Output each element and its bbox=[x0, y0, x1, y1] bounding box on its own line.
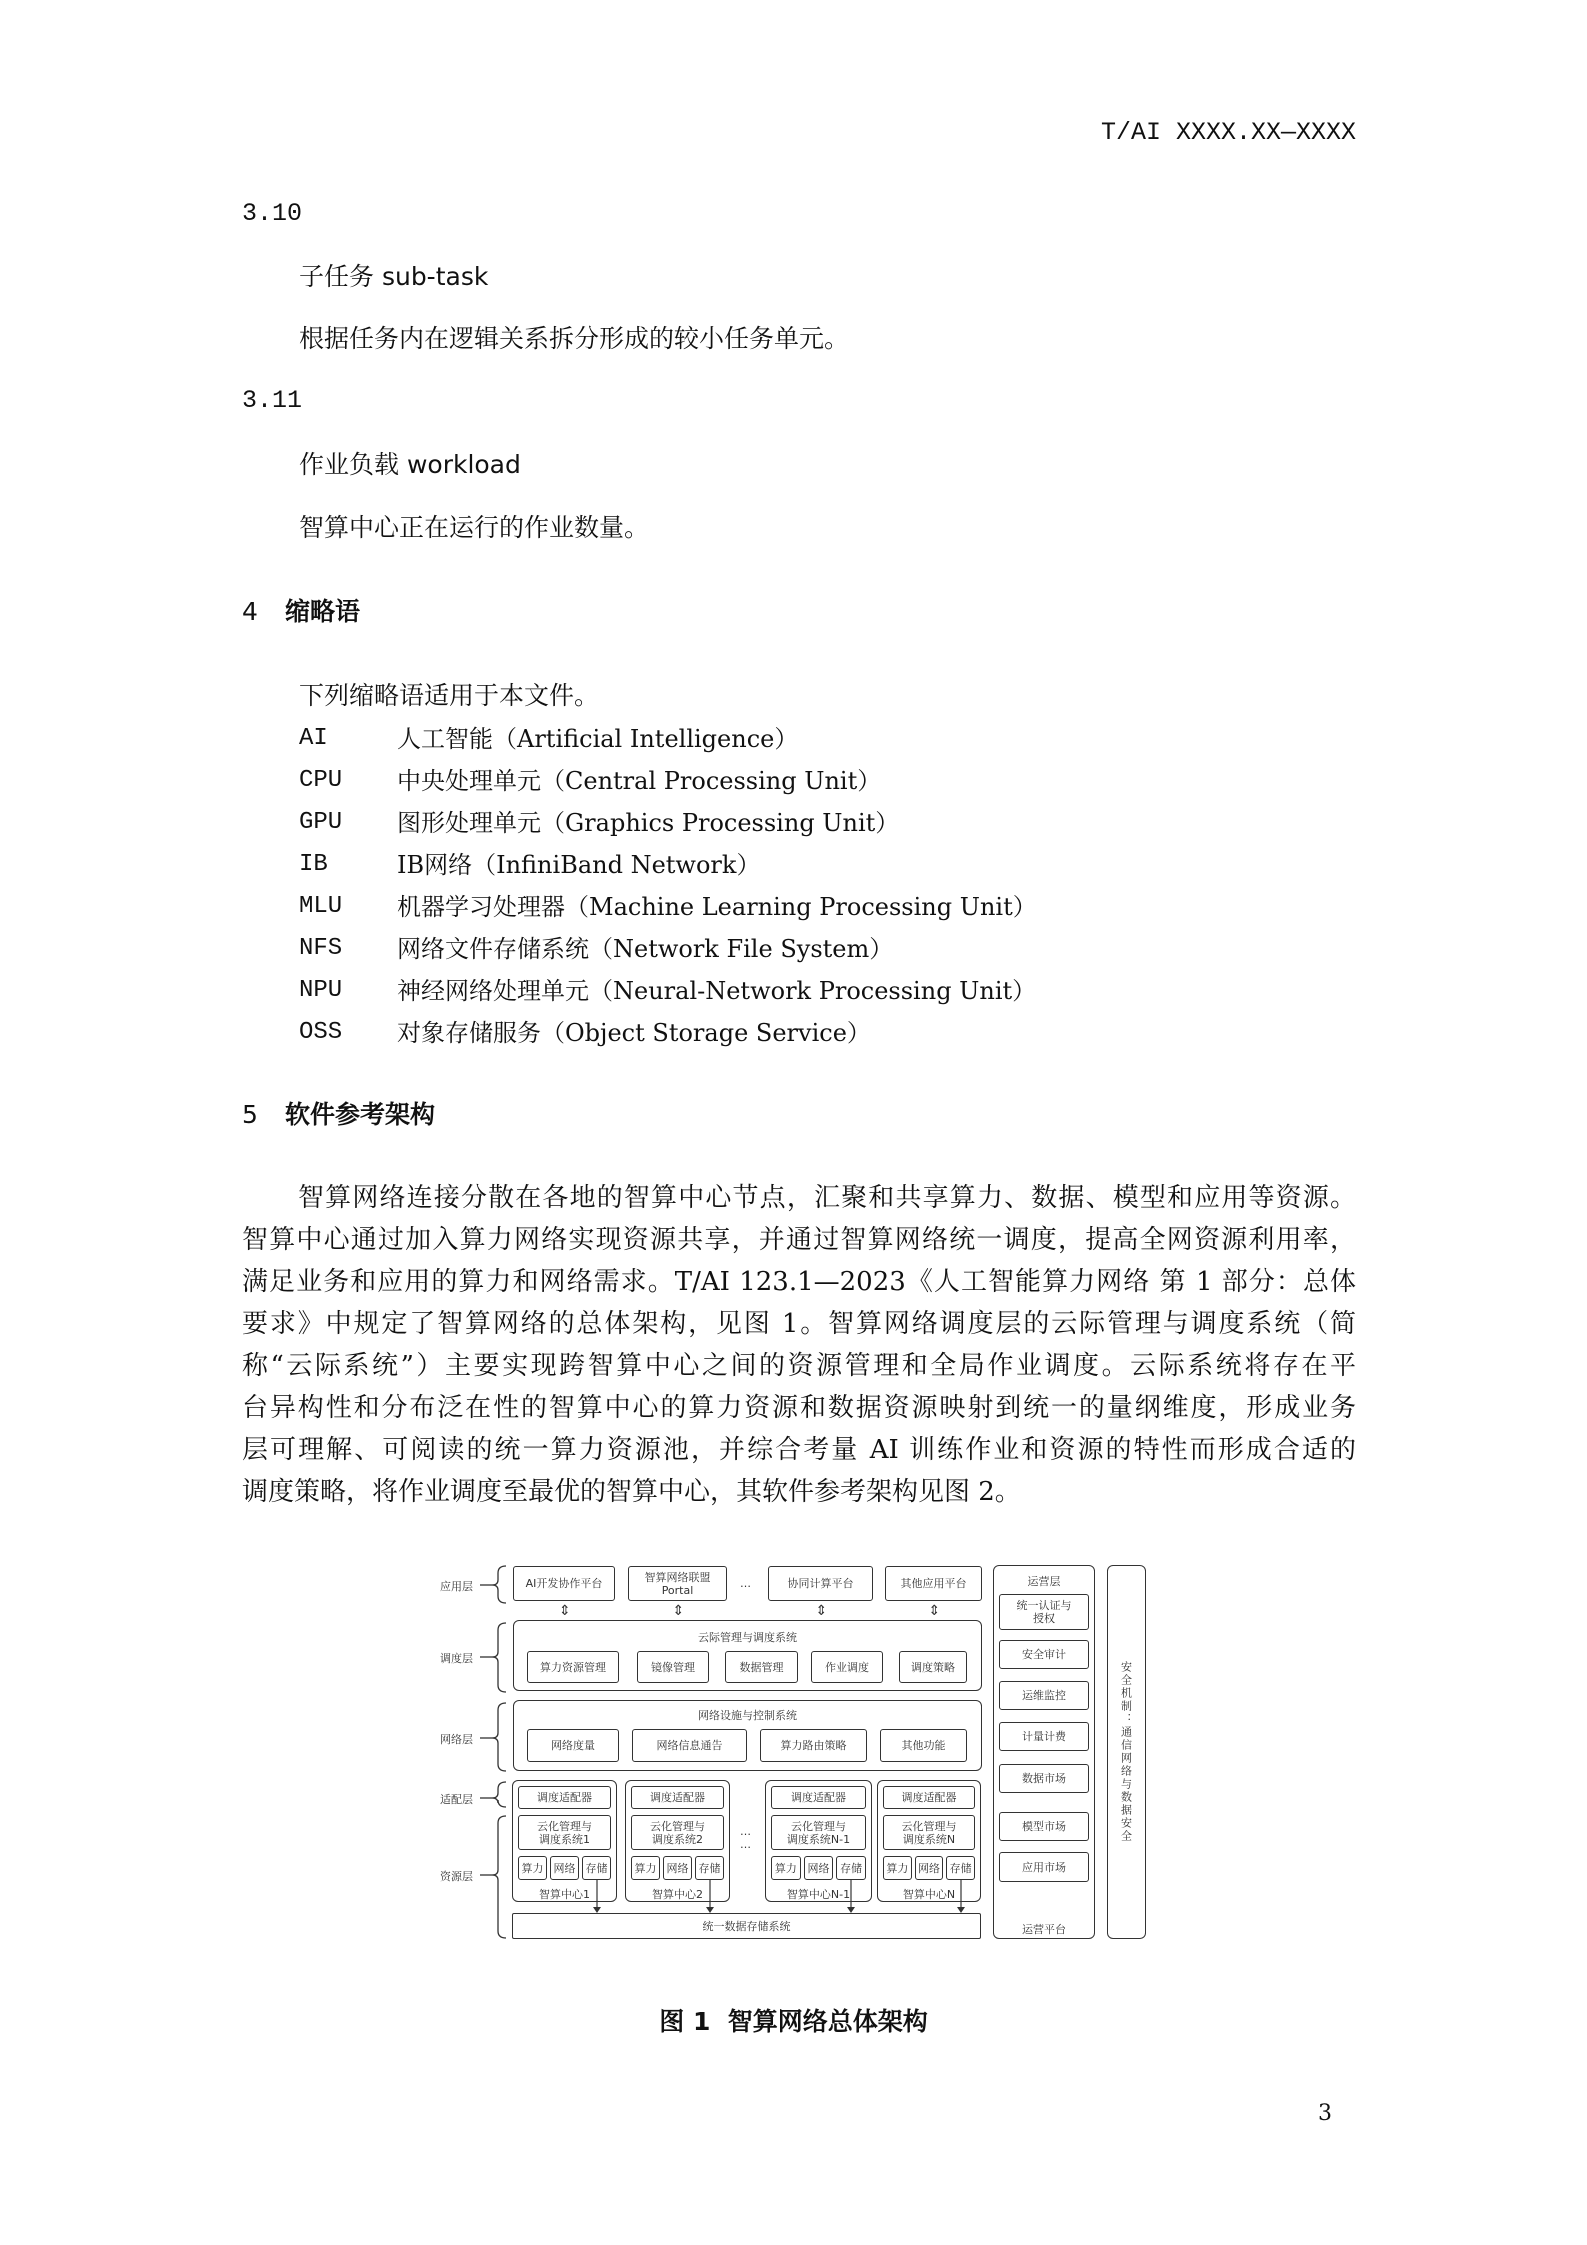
paragraph-line: 智算网络连接分散在各地的智算中心节点，汇聚和共享算力、数据、模型和应用等资源。 bbox=[298, 1183, 1356, 1213]
scheduling-title bbox=[513, 1629, 982, 1645]
abbreviation-description: 机器学习处理器（Machine Learning Processing Unit） bbox=[397, 893, 1037, 921]
app-platform-box bbox=[513, 1566, 615, 1601]
cloud-management-box-label: 云化管理与 调度系统N-1 bbox=[786, 1819, 851, 1846]
resource-box bbox=[695, 1856, 724, 1880]
layer-label-adapt-label: 适配层 bbox=[440, 1793, 473, 1806]
network-item-box-label: 算力路由策略 bbox=[780, 1739, 847, 1752]
ellipsis-label: … bbox=[740, 1577, 751, 1590]
computing-center-name-label: 智算中心N-1 bbox=[786, 1888, 851, 1901]
operations-item-box-label: 数据市场 bbox=[1022, 1772, 1066, 1785]
abbreviation: NFS bbox=[299, 935, 343, 962]
operations-item-box bbox=[999, 1812, 1089, 1841]
scheduling-item-box-label: 调度策略 bbox=[911, 1660, 955, 1674]
resource-box-label: 算力 bbox=[886, 1861, 909, 1875]
operations-item-box-label: 统一认证与 授权 bbox=[1016, 1599, 1072, 1625]
paragraph-line: 层可理解、可阅读的统一算力资源池，并综合考量 AI 训练作业和资源的特性而形成合适的 bbox=[242, 1435, 1356, 1465]
unified-storage-box bbox=[512, 1913, 981, 1939]
section-heading: 软件参考架构 bbox=[285, 1100, 436, 1129]
abbreviation-description: 中央处理单元（Central Processing Unit） bbox=[397, 767, 882, 795]
layer-label-sched bbox=[440, 1650, 473, 1666]
unified-storage-box-label: 统一数据存储系统 bbox=[702, 1919, 791, 1933]
resource-box-label: 算力 bbox=[521, 1861, 544, 1875]
computing-center-name-label: 智算中心2 bbox=[652, 1888, 703, 1901]
operations-item-box bbox=[999, 1594, 1089, 1630]
doc-code-header: T/AI XXXX.XX—XXXX bbox=[1100, 118, 1356, 147]
abbreviation-description: 人工智能（Artificial Intelligence） bbox=[397, 725, 799, 753]
resource-box bbox=[550, 1856, 579, 1880]
section-number: 3.10 bbox=[242, 199, 303, 228]
scheduling-adapter-box bbox=[883, 1786, 975, 1809]
term-definition: 根据任务内在逻辑关系拆分形成的较小任务单元。 bbox=[299, 324, 850, 353]
scheduling-adapter-box-label: 调度适配器 bbox=[901, 1791, 957, 1804]
network-title bbox=[513, 1707, 982, 1723]
term-definition: 智算中心正在运行的作业数量。 bbox=[299, 513, 650, 542]
abbreviation: NPU bbox=[299, 977, 343, 1004]
cloud-management-box bbox=[631, 1815, 724, 1850]
operations-title bbox=[993, 1573, 1095, 1589]
network-item-box-label: 其他功能 bbox=[901, 1739, 946, 1752]
arrow-down-icon bbox=[846, 1880, 856, 1914]
resource-box bbox=[915, 1856, 944, 1880]
scheduling-adapter-box-label: 调度适配器 bbox=[537, 1791, 592, 1804]
double-arrow-icon: ⇕ bbox=[928, 1603, 941, 1619]
resource-box bbox=[804, 1856, 834, 1880]
abbreviation-description: IB网络（InfiniBand Network） bbox=[397, 851, 761, 879]
computing-center-name-label: 智算中心1 bbox=[539, 1888, 590, 1901]
cloud-management-box bbox=[518, 1815, 611, 1850]
brace-icon bbox=[478, 1781, 508, 1808]
resource-box bbox=[946, 1856, 975, 1880]
resource-box-label: 算力 bbox=[634, 1861, 657, 1875]
resource-box-label: 网络 bbox=[917, 1861, 940, 1875]
scheduling-item-box-label: 数据管理 bbox=[739, 1660, 784, 1674]
layer-label-net-label: 网络层 bbox=[440, 1733, 473, 1746]
abbr-intro: 下列缩略语适用于本文件。 bbox=[299, 681, 600, 710]
operations-footer bbox=[993, 1921, 1095, 1937]
term-title: 子任务 sub-task bbox=[299, 262, 489, 291]
app-platform-box-label: AI开发协作平台 bbox=[525, 1577, 603, 1590]
scheduling-item-box bbox=[527, 1651, 619, 1683]
resource-box-label: 存储 bbox=[698, 1861, 721, 1875]
security-label: 安全机制：通信网络与数据安全 bbox=[1119, 1661, 1133, 1843]
abbreviation-description: 对象存储服务（Object Storage Service） bbox=[397, 1019, 871, 1047]
app-platform-box-label: 智算网络联盟 Portal bbox=[644, 1570, 711, 1597]
arrow-down-icon bbox=[592, 1880, 602, 1914]
cloud-management-box bbox=[883, 1815, 975, 1850]
brace-icon bbox=[478, 1622, 508, 1693]
double-arrow-icon: ⇕ bbox=[559, 1603, 571, 1619]
app-platform-box bbox=[628, 1566, 727, 1601]
abbreviation: AI bbox=[299, 725, 328, 752]
brace-icon bbox=[478, 1565, 508, 1604]
figure-caption: 图 1 智算网络总体架构 bbox=[659, 2007, 928, 2036]
section-heading-number: 4 bbox=[242, 597, 258, 626]
paragraph-line: 称“云际系统”）主要实现跨智算中心之间的资源管理和全局作业调度。云际系统将存在平 bbox=[242, 1351, 1356, 1381]
architecture-paragraph bbox=[242, 1177, 1356, 1513]
abbreviation: OSS bbox=[299, 1019, 343, 1046]
ellipsis-label: … … bbox=[740, 1825, 751, 1851]
resource-box-label: 网络 bbox=[666, 1861, 689, 1875]
abbreviation: MLU bbox=[299, 893, 343, 920]
paragraph-line: 满足业务和应用的算力和网络需求。T/AI 123.1—2023《人工智能算力网络 第 1 部分：总体 bbox=[242, 1267, 1356, 1297]
abbreviation-description: 神经网络处理单元（Neural-Network Processing Unit） bbox=[397, 977, 1037, 1005]
app-platform-box bbox=[768, 1566, 873, 1601]
resource-box bbox=[518, 1856, 547, 1880]
cloud-management-box-label: 云化管理与 调度系统2 bbox=[650, 1819, 705, 1846]
scheduling-title-label: 云际管理与调度系统 bbox=[698, 1631, 797, 1644]
scheduling-adapter-box bbox=[631, 1786, 724, 1809]
resource-box bbox=[582, 1856, 611, 1880]
resource-box-label: 存储 bbox=[840, 1861, 863, 1875]
layer-label-res bbox=[440, 1868, 473, 1884]
scheduling-item-box-label: 算力资源管理 bbox=[540, 1660, 606, 1674]
section-heading: 缩略语 bbox=[285, 597, 361, 626]
network-item-box bbox=[527, 1729, 619, 1762]
ellipsis bbox=[740, 1577, 751, 1590]
layer-label-app-label: 应用层 bbox=[440, 1580, 473, 1593]
paragraph-line: 要求》中规定了智算网络的总体架构，见图 1。智算网络调度层的云际管理与调度系统（简 bbox=[242, 1309, 1356, 1339]
resource-box-label: 算力 bbox=[774, 1861, 797, 1875]
resource-box bbox=[631, 1856, 660, 1880]
network-item-box bbox=[760, 1729, 867, 1762]
operations-item-box bbox=[999, 1681, 1089, 1710]
arrow-down-icon bbox=[956, 1880, 966, 1914]
layer-label-adapt bbox=[440, 1791, 473, 1807]
app-platform-box-label: 其他应用平台 bbox=[900, 1577, 967, 1590]
abbreviation: CPU bbox=[299, 767, 343, 794]
layer-label-app bbox=[440, 1578, 473, 1594]
layer-label-net bbox=[440, 1731, 473, 1747]
scheduling-adapter-box-label: 调度适配器 bbox=[650, 1791, 705, 1804]
scheduling-item-box bbox=[637, 1651, 709, 1683]
brace-icon bbox=[478, 1815, 508, 1939]
operations-item-box-label: 应用市场 bbox=[1022, 1860, 1066, 1874]
scheduling-adapter-box bbox=[518, 1786, 611, 1809]
operations-item-box bbox=[999, 1722, 1089, 1751]
network-item-box bbox=[632, 1729, 747, 1762]
resource-box-label: 网络 bbox=[807, 1861, 830, 1875]
ellipsis bbox=[740, 1825, 751, 1851]
cloud-management-box bbox=[771, 1815, 866, 1850]
brace-icon bbox=[478, 1702, 508, 1772]
network-item-box bbox=[880, 1729, 967, 1762]
operations-item-box bbox=[999, 1852, 1089, 1882]
network-title-label: 网络设施与控制系统 bbox=[698, 1709, 797, 1722]
paragraph-line: 调度策略，将作业调度至最优的智算中心，其软件参考架构见图 2。 bbox=[242, 1477, 1021, 1507]
resource-box-label: 存储 bbox=[949, 1861, 972, 1875]
double-arrow-icon: ⇕ bbox=[815, 1603, 828, 1619]
paragraph-line: 智算中心通过加入算力网络实现资源共享，并通过智算网络统一调度，提高全网资源利用率， bbox=[242, 1225, 1356, 1255]
resource-box bbox=[663, 1856, 692, 1880]
operations-item-box bbox=[999, 1764, 1089, 1793]
scheduling-adapter-box bbox=[771, 1786, 866, 1809]
operations-title-label: 运营层 bbox=[1027, 1575, 1061, 1588]
abbreviation-description: 图形处理单元（Graphics Processing Unit） bbox=[397, 809, 900, 837]
arrow-down-icon bbox=[705, 1880, 715, 1914]
operations-item-box-label: 模型市场 bbox=[1022, 1820, 1066, 1833]
paragraph-line: 台异构性和分布泛在性的智算中心的算力资源和数据资源映射到统一的量纲维度，形成业务 bbox=[242, 1393, 1356, 1423]
layer-label-res-label: 资源层 bbox=[440, 1870, 473, 1883]
abbreviation-description: 网络文件存储系统（Network File System） bbox=[397, 935, 894, 963]
abbreviation: IB bbox=[299, 851, 328, 878]
resource-box bbox=[883, 1856, 912, 1880]
resource-box bbox=[836, 1856, 866, 1880]
operations-item-box bbox=[999, 1640, 1089, 1669]
resource-box-label: 网络 bbox=[553, 1861, 576, 1875]
abbreviation: GPU bbox=[299, 809, 343, 836]
app-platform-box-label: 协同计算平台 bbox=[787, 1577, 854, 1590]
cloud-management-box-label: 云化管理与 调度系统1 bbox=[537, 1819, 592, 1846]
operations-footer-label: 运营平台 bbox=[1022, 1923, 1066, 1936]
term-title: 作业负载 workload bbox=[299, 450, 521, 479]
operations-item-box-label: 安全审计 bbox=[1022, 1648, 1066, 1661]
computing-center-name-label: 智算中心N bbox=[902, 1888, 956, 1901]
scheduling-item-box bbox=[899, 1651, 967, 1683]
section-number: 3.11 bbox=[242, 386, 303, 415]
scheduling-item-box bbox=[811, 1651, 883, 1683]
scheduling-item-box-label: 镜像管理 bbox=[651, 1660, 695, 1674]
app-platform-box bbox=[885, 1566, 982, 1601]
operations-item-box-label: 运维监控 bbox=[1022, 1689, 1066, 1702]
scheduling-item-box-label: 作业调度 bbox=[825, 1660, 869, 1674]
security-mechanism-container bbox=[1107, 1565, 1146, 1939]
scheduling-item-box bbox=[725, 1651, 798, 1683]
section-heading-number: 5 bbox=[242, 1100, 258, 1129]
cloud-management-box-label: 云化管理与 调度系统N bbox=[901, 1819, 957, 1846]
layer-label-sched-label: 调度层 bbox=[440, 1652, 473, 1665]
network-item-box-label: 网络信息通告 bbox=[656, 1739, 723, 1752]
operations-item-box-label: 计量计费 bbox=[1022, 1730, 1066, 1743]
scheduling-adapter-box-label: 调度适配器 bbox=[791, 1791, 846, 1804]
page-number: 3 bbox=[1318, 2101, 1332, 2126]
network-item-box-label: 网络度量 bbox=[551, 1739, 595, 1752]
resource-box-label: 存储 bbox=[585, 1861, 608, 1875]
double-arrow-icon: ⇕ bbox=[672, 1603, 685, 1619]
resource-box bbox=[771, 1856, 801, 1880]
